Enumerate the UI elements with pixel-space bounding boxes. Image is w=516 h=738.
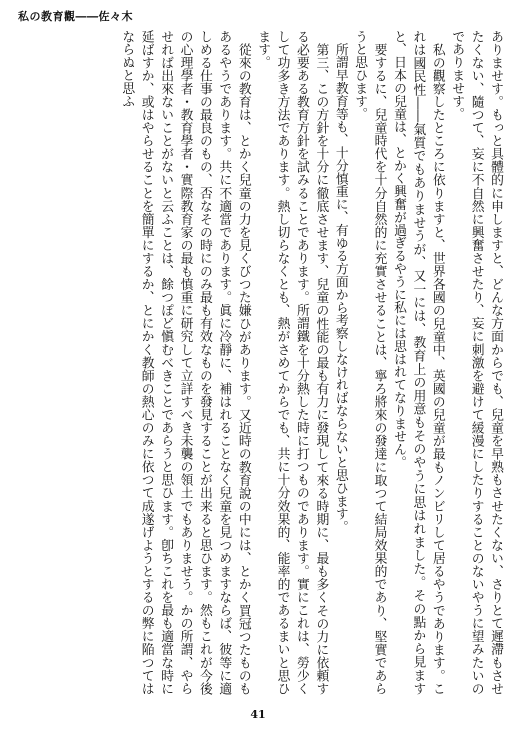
vertical-body-text xyxy=(18,30,505,695)
paragraph-5: 第三、この方針を十分に徹底させます、兒童の性能の最も有力に發現して來る時期に、最も多くその力に依頼する必要ある教育方針を試みることであります。所謂鐵を十分熱した時に打つものであります。實にこれは、勞少くして功多き方法であります。熱し切らなくとも、熱がさめてからでも、共に十分效果的、能率的であるまいと思ひます。 xyxy=(255,30,329,695)
paragraph-1: ありませす。もっと具體的に申しますと、どんな方面からでも、兒童を早熟もさせたくない、さりとて遲滯もさせたくない、隨つて、妄に不自然に興奮させたり、妄に刺激を避けて緩漫にしたりすることのないやうに望みたいのでありませす。 xyxy=(449,30,503,695)
running-header: 私の教育觀――佐々木 xyxy=(18,10,133,23)
paragraph-2: 私の觀察したところに依りますと、世界各國の兒童中、英國の兒童が最もノンビリして居るやうであります。これは國民性――氣質でもありませうが、又一には、教育上の用意もそのやうに思はれました。その點から見ますと、日本の兒童は、とかく興奮が過ぎるやうに私には思はれてなりません。 xyxy=(390,30,445,695)
page-number: 41 xyxy=(250,708,266,721)
paragraph-3: 要するに、兒童時代を十分自然的に充實させることは、寧ろ將來の發達に取つて結局效果的であり、堅實であらうと思ひます。 xyxy=(352,30,387,695)
paragraph-4: 所謂早教育等も、十分慎重に、有ゆる方面から考察しなければならないと思ひます。 xyxy=(332,42,348,533)
paragraph-6: 從來の教育は、とかく兒童の力を見くびつた嫌ひがあります。又近時の教育說の中には、とかく買冠つたものもあるやうであります。共に不適當であります。眞に冷靜に、補はれることなく兒童を見つめますならば、彼等に適しめる仕事の最良のもの、否なその時にのみ最も有效なものを發見することが出来ると思ひます。然もこれが今後の心理學者・教育學者・實際教育家の最も慎重に研究して立詳すべき未襲の領土でもありませう。かの所謂、やらせれば出來ないことがないと云ふことは、餘つぽど愼むべきことであらうと思ひます。卽ちこれを最も適當な時に延ばすか、或はやらせることを簡單にするか、とにかく教師の熱心のみに依つて成遂げようとするの弊に陥つてはならぬと思ふ xyxy=(119,30,251,695)
